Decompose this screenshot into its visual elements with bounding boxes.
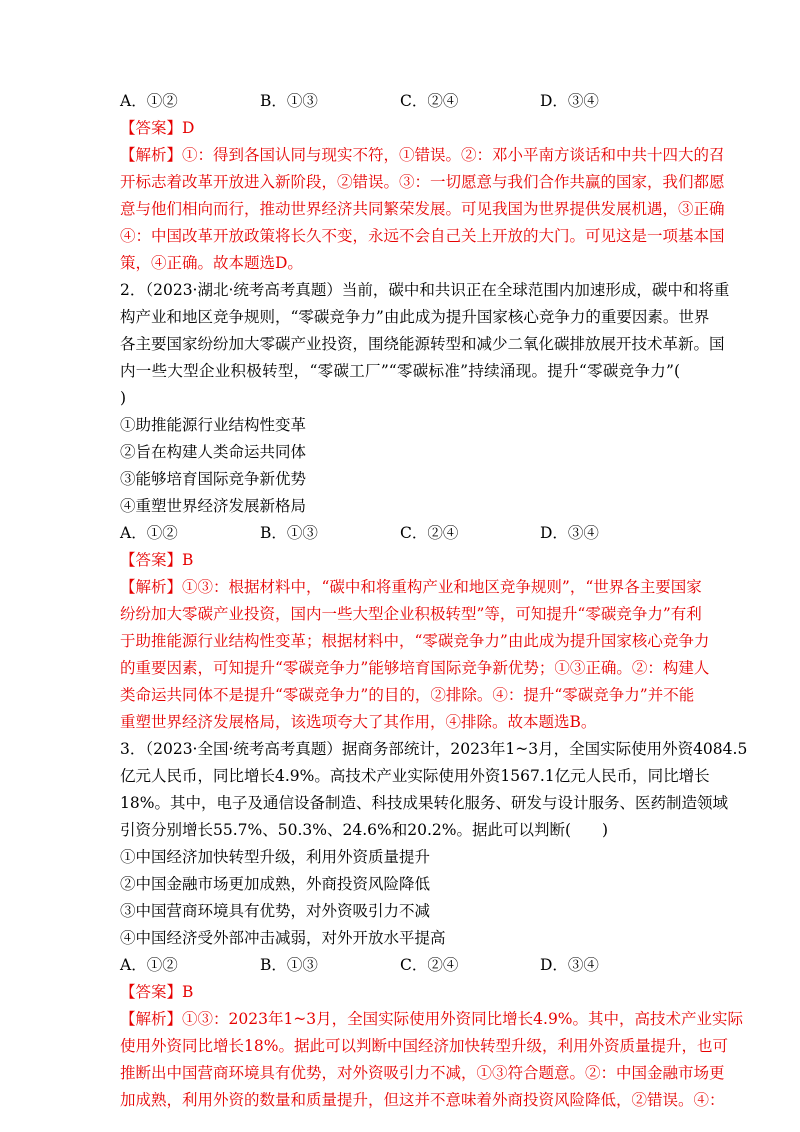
q2-item: ①助推能源行业结构性变革 bbox=[120, 416, 307, 434]
q3-item: ①中国经济加快转型升级，利用外资质量提升 bbox=[120, 848, 431, 866]
q2-option-d: D．③④ bbox=[540, 524, 599, 542]
q2-stem-line: 内一些大型企业积极转型，“零碳工厂”“零碳标准”持续涌现。提升“零碳竞争力”( bbox=[120, 362, 680, 380]
q1-option-b: B．①③ bbox=[260, 92, 318, 110]
q2-stem-line: ) bbox=[120, 389, 127, 407]
q1-option-a: A．①② bbox=[120, 92, 178, 110]
q1-analysis-line: 开标志着改革开放进入新阶段，②错误。③：一切愿意与我们合作共赢的国家，我们都愿 bbox=[120, 173, 725, 191]
q3-stem-line: 亿元人民币，同比增长4.9%。高技术产业实际使用外资1567.1亿元人民币，同比增长 bbox=[120, 767, 710, 785]
q3-analysis-line: 【解析】①③：2023年1~3月，全国实际使用外资同比增长4.9%。其中，高技术产业实际 bbox=[120, 1010, 744, 1028]
q3-item: ③中国营商环境具有优势，对外资吸引力不减 bbox=[120, 902, 431, 920]
q2-item: ④重塑世界经济发展新格局 bbox=[120, 497, 307, 515]
q2-options bbox=[120, 520, 680, 547]
q1-options bbox=[120, 88, 680, 115]
q2-analysis-line: 于助推能源行业结构性变革；根据材料中，“零碳竞争力”由此成为提升国家核心竞争力 bbox=[120, 632, 710, 650]
q2-analysis-line: 的重要因素，可知提升“零碳竞争力”能够培育国际竞争新优势；①③正确。②：构建人 bbox=[120, 659, 710, 677]
q3-item: ②中国金融市场更加成熟，外商投资风险降低 bbox=[120, 875, 431, 893]
q2-analysis-line: 类命运共同体不是提升“零碳竞争力”的目的，②排除。④：提升“零碳竞争力”并不能 bbox=[120, 686, 695, 704]
q2-analysis-line: 重塑世界经济发展格局，该选项夸大了其作用，④排除。故本题选B。 bbox=[120, 713, 597, 731]
q3-option-a: A．①② bbox=[120, 956, 178, 974]
q1-analysis-line: 策，④正确。故本题选D。 bbox=[120, 254, 303, 272]
q3-option-c: C．②④ bbox=[400, 956, 459, 974]
q2-stem-line: 2．（2023·湖北·统考高考真题）当前，碳中和共识正在全球范围内加速形成，碳中和将重 bbox=[120, 281, 730, 299]
q3-option-b: B．①③ bbox=[260, 956, 318, 974]
q2-item: ②旨在构建人类命运共同体 bbox=[120, 443, 307, 461]
q3-stem-line: 3．（2023·全国·统考高考真题）据商务部统计，2023年1~3月，全国实际使用外资4084.5 bbox=[120, 740, 748, 758]
q2-option-a: A．①② bbox=[120, 524, 178, 542]
q1-analysis-line: 意与他们相向而行，推动世界经济共同繁荣发展。可见我国为世界提供发展机遇，③正确 bbox=[120, 200, 725, 218]
document-page bbox=[120, 88, 748, 1114]
q3-item: ④中国经济受外部冲击减弱，对外开放水平提高 bbox=[120, 929, 446, 947]
q2-answer: 【答案】B bbox=[120, 551, 194, 569]
q3-answer: 【答案】B bbox=[120, 983, 194, 1001]
q3-analysis-line: 加成熟，利用外资的数量和质量提升，但这并不意味着外商投资风险降低，②错误。④： bbox=[120, 1091, 725, 1109]
q1-option-c: C．②④ bbox=[400, 92, 459, 110]
q3-options bbox=[120, 952, 680, 979]
q2-option-c: C．②④ bbox=[400, 524, 459, 542]
q2-item: ③能够培育国际竞争新优势 bbox=[120, 470, 307, 488]
q1-answer: 【答案】D bbox=[120, 119, 195, 137]
q2-analysis-line: 【解析】①③：根据材料中，“碳中和将重构产业和地区竞争规则”，“世界各主要国家 bbox=[120, 578, 702, 596]
q2-stem-line: 构产业和地区竞争规则，“零碳竞争力”由此成为提升国家核心竞争力的重要因素。世界 bbox=[120, 308, 710, 326]
q3-analysis-line: 推断出中国营商环境具有优势，对外资吸引力不减，①③符合题意。②：中国金融市场更 bbox=[120, 1064, 725, 1082]
q2-option-b: B．①③ bbox=[260, 524, 318, 542]
q1-analysis-line: 【解析】①：得到各国认同与现实不符，①错误。②：邓小平南方谈话和中共十四大的召 bbox=[120, 146, 725, 164]
q3-stem-line: 引资分别增长55.7%、50.3%、24.6%和20.2%。据此可以判断( ) bbox=[120, 821, 609, 839]
q2-analysis-line: 纷纷加大零碳产业投资，国内一些大型企业积极转型”等，可知提升“零碳竞争力”有利 bbox=[120, 605, 702, 623]
q3-analysis-line: 使用外资同比增长18%。据此可以判断中国经济加快转型升级，利用外资质量提升，也可 bbox=[120, 1037, 728, 1055]
q3-option-d: D．③④ bbox=[540, 956, 599, 974]
q2-stem-line: 各主要国家纷纷加大零碳产业投资，围绕能源转型和减少二氧化碳排放展开技术革新。国 bbox=[120, 335, 725, 353]
q3-stem-line: 18%。其中，电子及通信设备制造、科技成果转化服务、研发与设计服务、医药制造领域 bbox=[120, 794, 728, 812]
q1-analysis-line: ④：中国改革开放政策将长久不变，永远不会自己关上开放的大门。可见这是一项基本国 bbox=[120, 227, 725, 245]
q1-option-d: D．③④ bbox=[540, 92, 599, 110]
